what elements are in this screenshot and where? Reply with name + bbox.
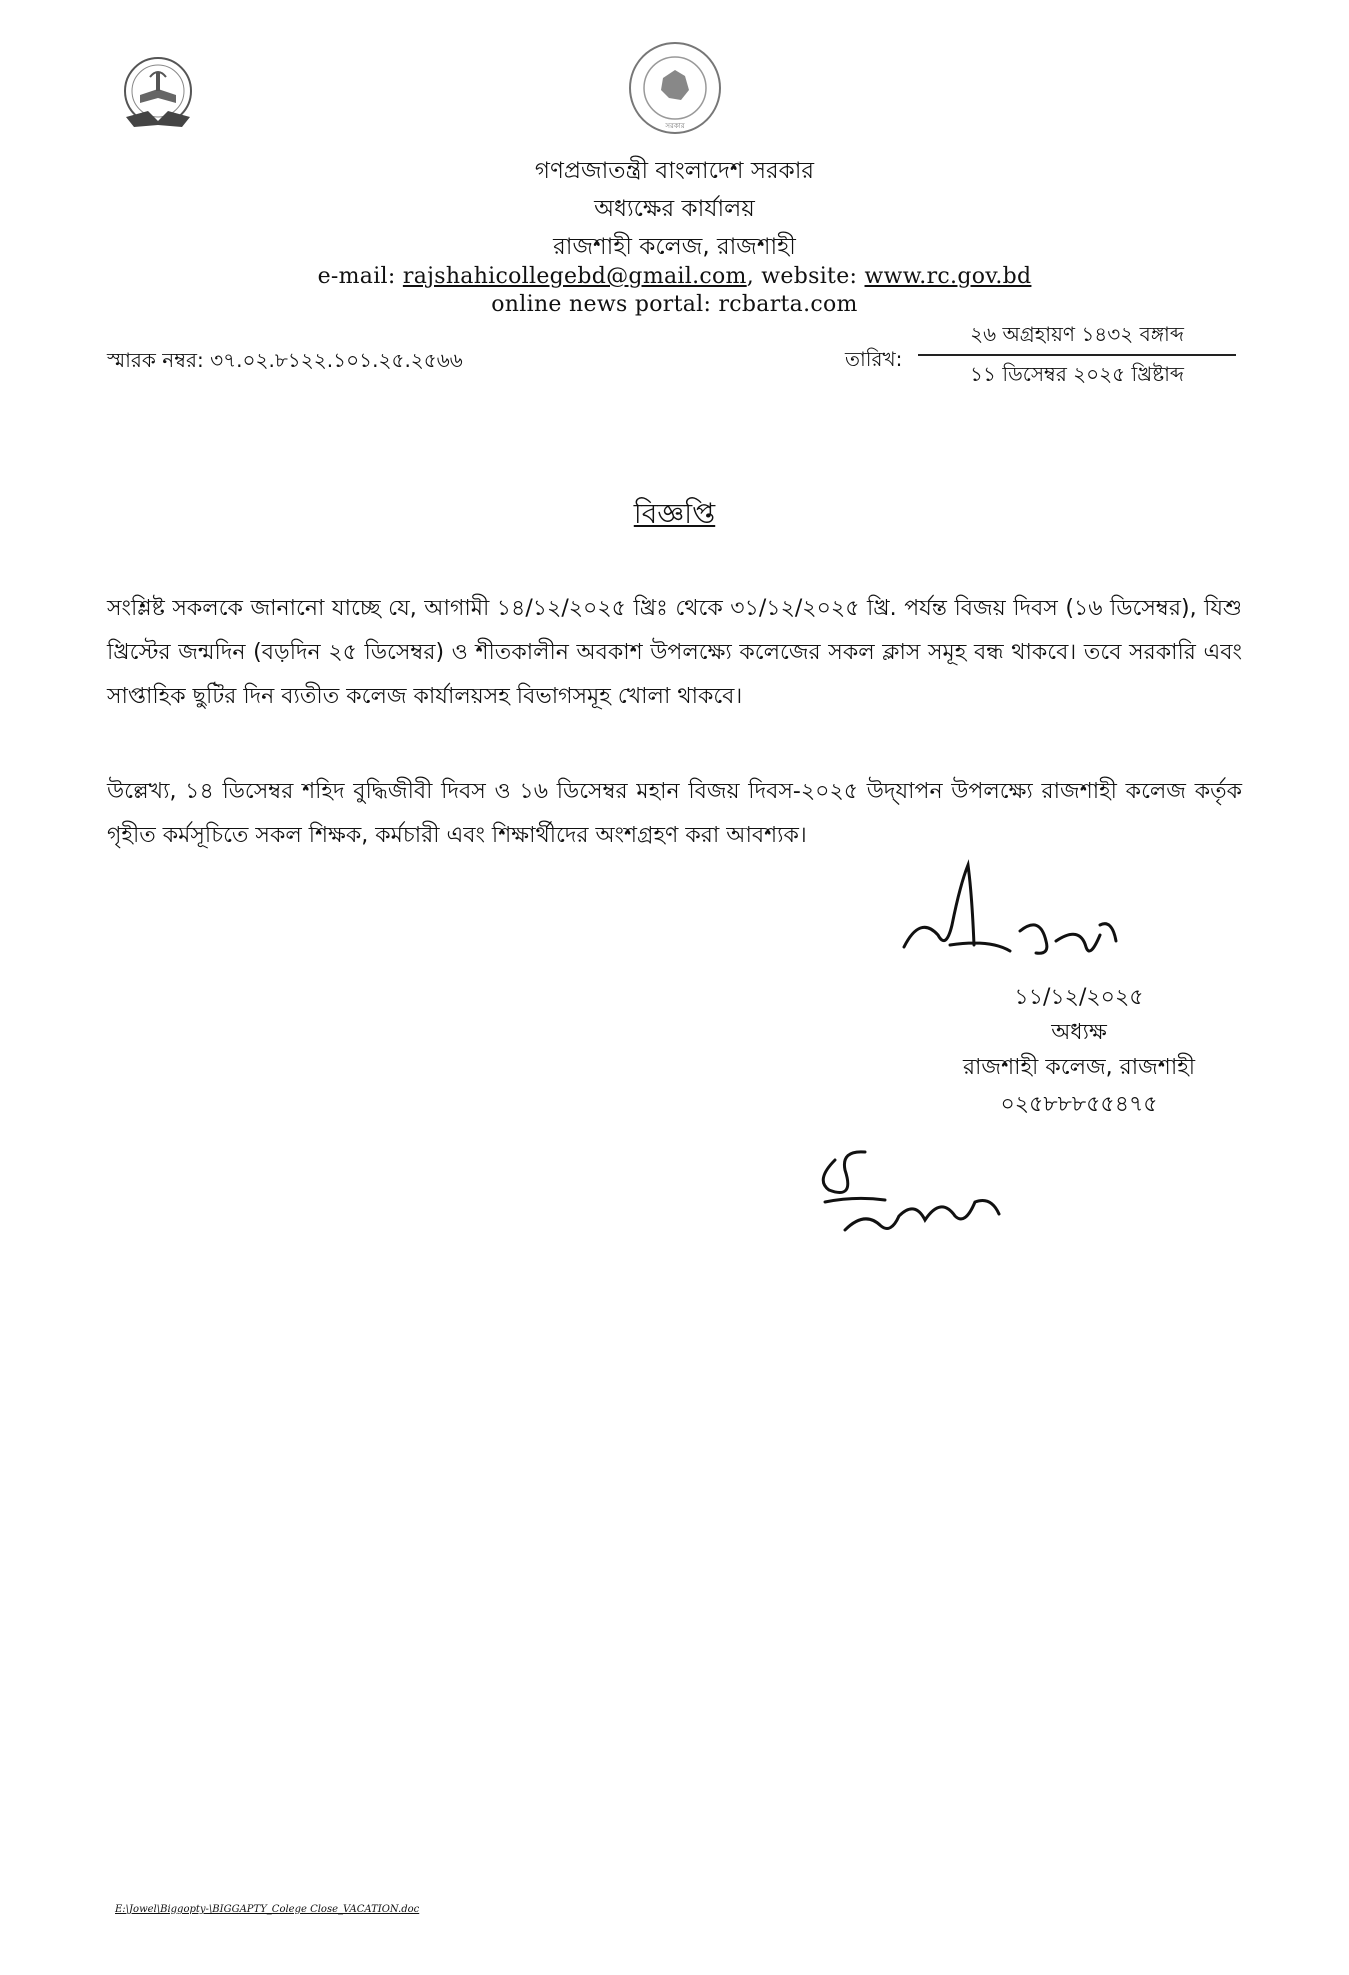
portal-line: online news portal: rcbarta.com [491,292,858,317]
government-seal-icon [625,38,725,138]
signature-institution: রাজশাহী কলেজ, রাজশাহী [962,1055,1196,1080]
contact-line [0,264,1349,289]
college-name: রাজশাহী কলেজ, রাজশাহী [553,234,796,260]
svg-text:সরকার: সরকার [665,122,685,130]
signature-phone: ০২৫৮৮৮৫৫৪৭৫ [1000,1092,1158,1117]
signature-designation: অধ্যক্ষ [1051,1020,1107,1045]
memo-number: স্মারক নম্বর: ৩৭.০২.৮১২২.১০১.২৫.২৫৬৬ [107,348,463,372]
date-english: ১১ ডিসেম্বর ২০২৫ খ্রিষ্টাব্দ [970,362,1184,386]
office-name: অধ্যক্ষের কার্যালয় [594,196,755,222]
principal-signature [890,855,1150,965]
government-seal [625,38,725,138]
signature-scribble-icon [890,855,1150,965]
date-label: তারিখ: [845,347,903,371]
date-block [918,320,1248,393]
email-label: e-mail: [317,264,403,289]
email-link[interactable]: rajshahicollegebd@gmail.com [402,264,747,289]
handwritten-initial-icon [795,1130,1035,1240]
college-logo [118,55,198,133]
date-bangla: ২৬ অগ্রহায়ণ ১৪৩২ বঙ্গাব্দ [918,320,1236,356]
website-label: , website: [746,264,865,289]
signature-date: ১১/১২/২০২৫ [1014,985,1144,1010]
website-link[interactable]: www.rc.gov.bd [864,264,1032,289]
paragraph-2: উল্লেখ্য, ১৪ ডিসেম্বর শহিদ বুদ্ধিজীবী দিবস ও ১৬ ডিসেম্বর মহান বিজয় দিবস-২০২৫ উদ্‌যাপন উপলক্ষ্যে রাজশাহী কলেজ কর্তৃক গৃহীত কর্মসূচিতে সকল শিক্ষক, কর্মচারী এবং শিক্ষার্থীদের অংশগ্রহণ করা আবশ্যক। [107,779,1242,848]
college-logo-icon [118,55,198,133]
handwritten-initial [795,1130,1035,1240]
notice-title-text: বিজ্ঞপ্তি [633,497,716,530]
government-name: গণপ্রজাতন্ত্রী বাংলাদেশ সরকার [534,158,815,184]
notice-title [0,492,1349,539]
file-path: E:\Jowel\Biggopty-\BIGGAPTY_Colege Close_VACATION.doc [115,1904,420,1915]
paragraph-1: সংশ্লিষ্ট সকলকে জানানো যাচ্ছে যে, আগামী ১৪/১২/২০২৫ খ্রিঃ থেকে ৩১/১২/২০২৫ খ্রি. পর্যন্ত বিজয় দিবস (১৬ ডিসেম্বর), যিশু খ্রিস্টের জন্মদিন (বড়দিন ২৫ ডিসেম্বর) ও শীতকালীন অবকাশ উপলক্ষ্যে কলেজের সকল ক্লাস সমূহ বন্ধ থাকবে। তবে সরকারি এবং সাপ্তাহিক ছুটির দিন ব্যতীত কলেজ কার্যালয়সহ বিভাগসমূহ খোলা থাকবে। [107,596,1242,709]
